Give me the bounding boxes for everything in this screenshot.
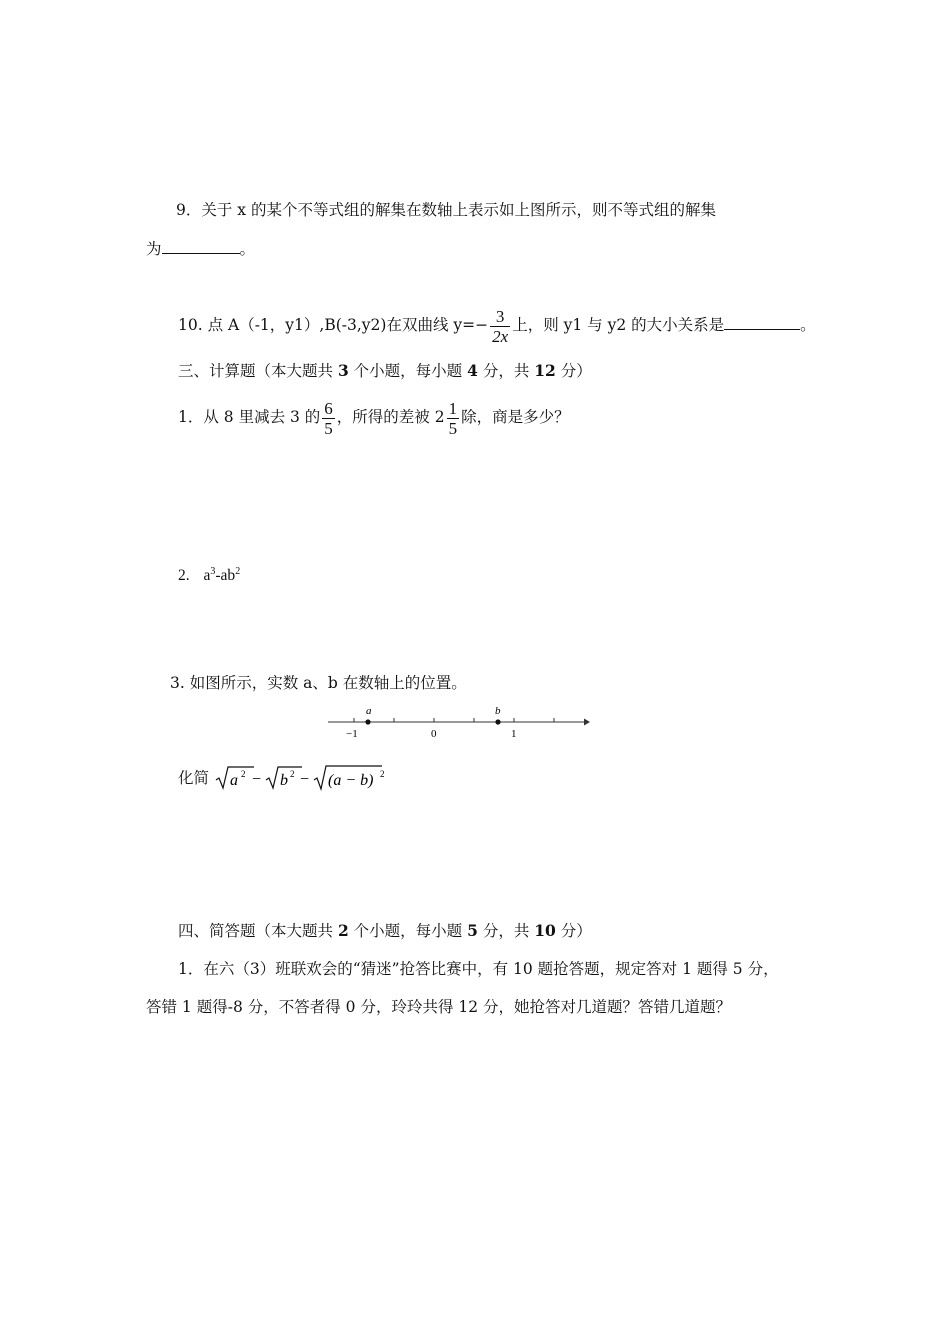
simplify-line <box>178 762 390 793</box>
section3-heading-b: 个小题，每小题 <box>348 362 468 380</box>
c1-suffix: 除，商是多少？ <box>461 408 570 426</box>
c2-line <box>178 561 240 587</box>
c1-fraction-1 <box>322 399 335 438</box>
expr-ab-exp: 2 <box>379 769 385 779</box>
q10-suffix: 上，则 y1 与 y2 的大小关系是 <box>512 316 725 334</box>
section4-count: 2 <box>337 921 349 940</box>
section4-heading-a: 四、简答题（本大题共 <box>178 922 338 940</box>
label-a: a <box>366 705 372 717</box>
point-b <box>495 719 500 724</box>
expr-a: a <box>229 772 238 789</box>
q9-suffix: 。 <box>239 240 256 258</box>
c3-text: 3. 如图所示，实数 a、b 在数轴上的位置。 <box>170 674 467 692</box>
expr-b-exp: 2 <box>289 769 295 779</box>
s1-text-2: 答错 1 题得-8 分，不答者得 0 分，玲玲共得 12 分，她抢答对几道题？答错几道题？ <box>146 998 732 1016</box>
q10-frac-num: 3 <box>490 307 510 327</box>
section3-heading-a: 三、计算题（本大题共 <box>178 362 338 380</box>
c2-num: 2. <box>178 567 190 584</box>
c2-exp1: 3 <box>210 566 216 577</box>
c2-exp2: 2 <box>235 566 241 577</box>
section3-heading-c: 分，共 <box>477 362 535 380</box>
c1-mid: ，所得的差被 2 <box>336 408 445 426</box>
c2-a: a <box>203 567 211 584</box>
c1-frac2-den: 5 <box>448 418 458 438</box>
q9-line2 <box>146 238 255 260</box>
number-line-figure <box>326 702 592 744</box>
q9-prefix: 为 <box>146 240 162 258</box>
sqrt-expression <box>214 763 390 793</box>
section3-count: 3 <box>337 361 349 380</box>
q9-line1 <box>176 199 716 221</box>
s1-line2 <box>146 996 731 1018</box>
arrow-right-icon <box>584 719 590 726</box>
simplify-label: 化简 <box>178 769 210 787</box>
c1-frac1-den: 5 <box>324 418 333 438</box>
section4-heading <box>178 920 592 942</box>
label-b: b <box>495 705 501 717</box>
c1-prefix: 1．从 8 里减去 3 的 <box>178 408 321 426</box>
expr-minus-2: − <box>299 771 309 788</box>
q10-frac-den: 2x <box>492 326 509 346</box>
section4-total: 10 <box>534 921 556 940</box>
q9-text-1: 9．关于 x 的某个不等式组的解集在数轴上表示如上图所示，则不等式组的解集 <box>176 201 716 219</box>
label-one: 1 <box>511 728 517 740</box>
s1-text-1: 1．在六（3）班联欢会的“猜迷”抢答比赛中，有 10 题抢答题，规定答对 1 题得 5 分， <box>178 960 779 978</box>
q10-end: 。 <box>800 316 816 334</box>
section3-total: 12 <box>534 361 556 380</box>
point-a <box>365 719 370 724</box>
c3-line <box>170 672 467 694</box>
label-minus1: −1 <box>346 728 358 740</box>
q10-line <box>178 300 816 350</box>
c1-frac1-num: 6 <box>324 398 333 418</box>
c1-line <box>178 392 570 442</box>
c1-frac2-num: 1 <box>448 398 458 418</box>
q10-prefix: 10. 点 A（-1，y1）,B(-3,y2)在双曲线 y= <box>178 316 476 334</box>
expr-minus-1: − <box>251 771 261 788</box>
section4-each: 5 <box>467 921 478 940</box>
section3-heading-d: 分） <box>555 362 592 380</box>
section4-heading-d: 分） <box>555 922 592 940</box>
s1-line1 <box>178 958 779 980</box>
section4-heading-c: 分，共 <box>477 922 535 940</box>
q9-answer-blank[interactable] <box>162 238 240 254</box>
section3-each: 4 <box>467 361 478 380</box>
c1-fraction-2 <box>447 399 460 438</box>
c2-mid: -ab <box>215 567 236 584</box>
section3-heading <box>178 360 592 382</box>
label-zero: 0 <box>431 728 437 740</box>
q10-answer-blank[interactable] <box>724 314 800 330</box>
expr-b: b <box>279 772 288 789</box>
expr-ab: (a − b) <box>327 772 374 789</box>
q10-sign: − <box>475 316 489 334</box>
section4-heading-b: 个小题，每小题 <box>348 922 468 940</box>
q10-fraction <box>490 307 510 346</box>
expr-a-exp: 2 <box>240 769 246 779</box>
